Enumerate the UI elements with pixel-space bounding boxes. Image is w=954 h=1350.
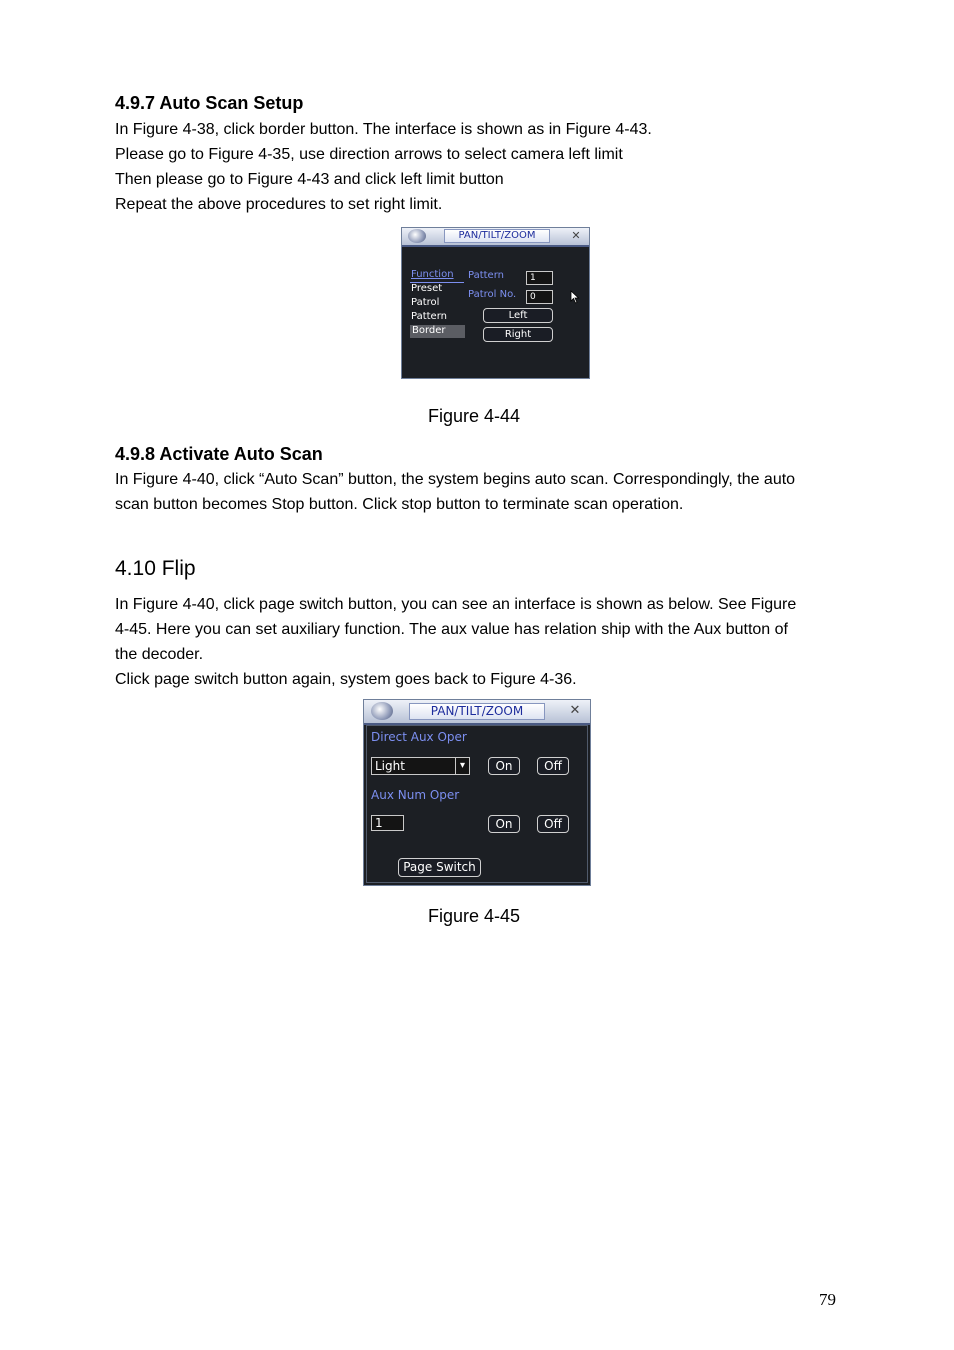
paragraph-auto-scan-setup: [115, 117, 652, 217]
text-line: Please go to Figure 4-35, use direction arrows to select camera left limit: [115, 146, 623, 163]
aux-num-oper-label: Aux Num Oper: [371, 788, 460, 802]
text-line: the decoder.: [115, 646, 204, 663]
patrol-no-label: Patrol No.: [468, 289, 517, 300]
dialog-title: PAN/TILT/ZOOM: [409, 703, 545, 720]
logo-icon: [371, 702, 393, 720]
text-line: Then please go to Figure 4-43 and click left limit button: [115, 171, 504, 188]
figure-caption: Figure 4-45: [428, 906, 521, 926]
text-line: 4-45. Here you can set auxiliary function. The aux value has relation ship with the Aux button of: [115, 621, 788, 638]
aux-function-select[interactable]: [371, 757, 470, 775]
menu-item-border[interactable]: Border: [410, 325, 465, 338]
page-switch-button[interactable]: Page Switch: [398, 858, 481, 877]
paragraph-activate-auto-scan: [115, 467, 795, 517]
logo-icon: [408, 229, 426, 243]
heading-flip: 4.10 Flip: [115, 557, 196, 580]
direct-aux-off-button[interactable]: Off: [537, 757, 569, 775]
aux-num-on-button[interactable]: On: [488, 815, 520, 833]
menu-item-pattern[interactable]: Pattern: [411, 311, 447, 322]
patrol-no-input[interactable]: 0: [526, 290, 553, 304]
title-bar: [402, 228, 589, 247]
aux-num-input[interactable]: 1: [371, 815, 404, 831]
text-line: Repeat the above procedures to set right limit.: [115, 196, 443, 213]
text-line: scan button becomes Stop button. Click stop button to terminate scan operation.: [115, 496, 684, 513]
aux-function-value: Light: [375, 759, 405, 773]
pattern-input[interactable]: 1: [526, 271, 553, 285]
direct-aux-on-button[interactable]: On: [488, 757, 520, 775]
aux-num-off-button[interactable]: Off: [537, 815, 569, 833]
close-icon[interactable]: ✕: [571, 229, 581, 242]
heading-activate-auto-scan: 4.9.8 Activate Auto Scan: [115, 444, 323, 464]
ptz-dialog-aux: [363, 699, 591, 886]
chevron-down-icon[interactable]: ▾: [455, 758, 469, 774]
paragraph-flip: [115, 592, 796, 692]
page-number: 79: [819, 1290, 836, 1309]
ptz-dialog-border: [401, 227, 590, 379]
text-line: In Figure 4-40, click “Auto Scan” button, the system begins auto scan. Correspondingly, the auto: [115, 471, 796, 488]
pattern-label: Pattern: [468, 270, 504, 281]
function-header: Function: [411, 269, 454, 280]
dialog-title: PAN/TILT/ZOOM: [444, 229, 550, 243]
text-line: Click page switch button again, system goes back to Figure 4-36.: [115, 671, 577, 688]
text-line: In Figure 4-40, click page switch button, you can see an interface is shown as below. See Figure: [115, 596, 797, 613]
heading-auto-scan-setup: 4.9.7 Auto Scan Setup: [115, 93, 304, 113]
right-limit-button[interactable]: Right: [483, 327, 553, 342]
menu-item-patrol[interactable]: Patrol: [411, 297, 440, 308]
direct-aux-oper-label: Direct Aux Oper: [371, 730, 467, 744]
left-limit-button[interactable]: Left: [483, 308, 553, 323]
mouse-cursor-icon: [570, 290, 580, 304]
figure-caption: Figure 4-44: [428, 406, 521, 426]
menu-item-preset[interactable]: Preset: [411, 283, 443, 294]
close-icon[interactable]: ✕: [569, 703, 581, 718]
text-line: In Figure 4-38, click border button. The interface is shown as in Figure 4-43.: [115, 121, 652, 138]
title-bar: [364, 700, 590, 725]
